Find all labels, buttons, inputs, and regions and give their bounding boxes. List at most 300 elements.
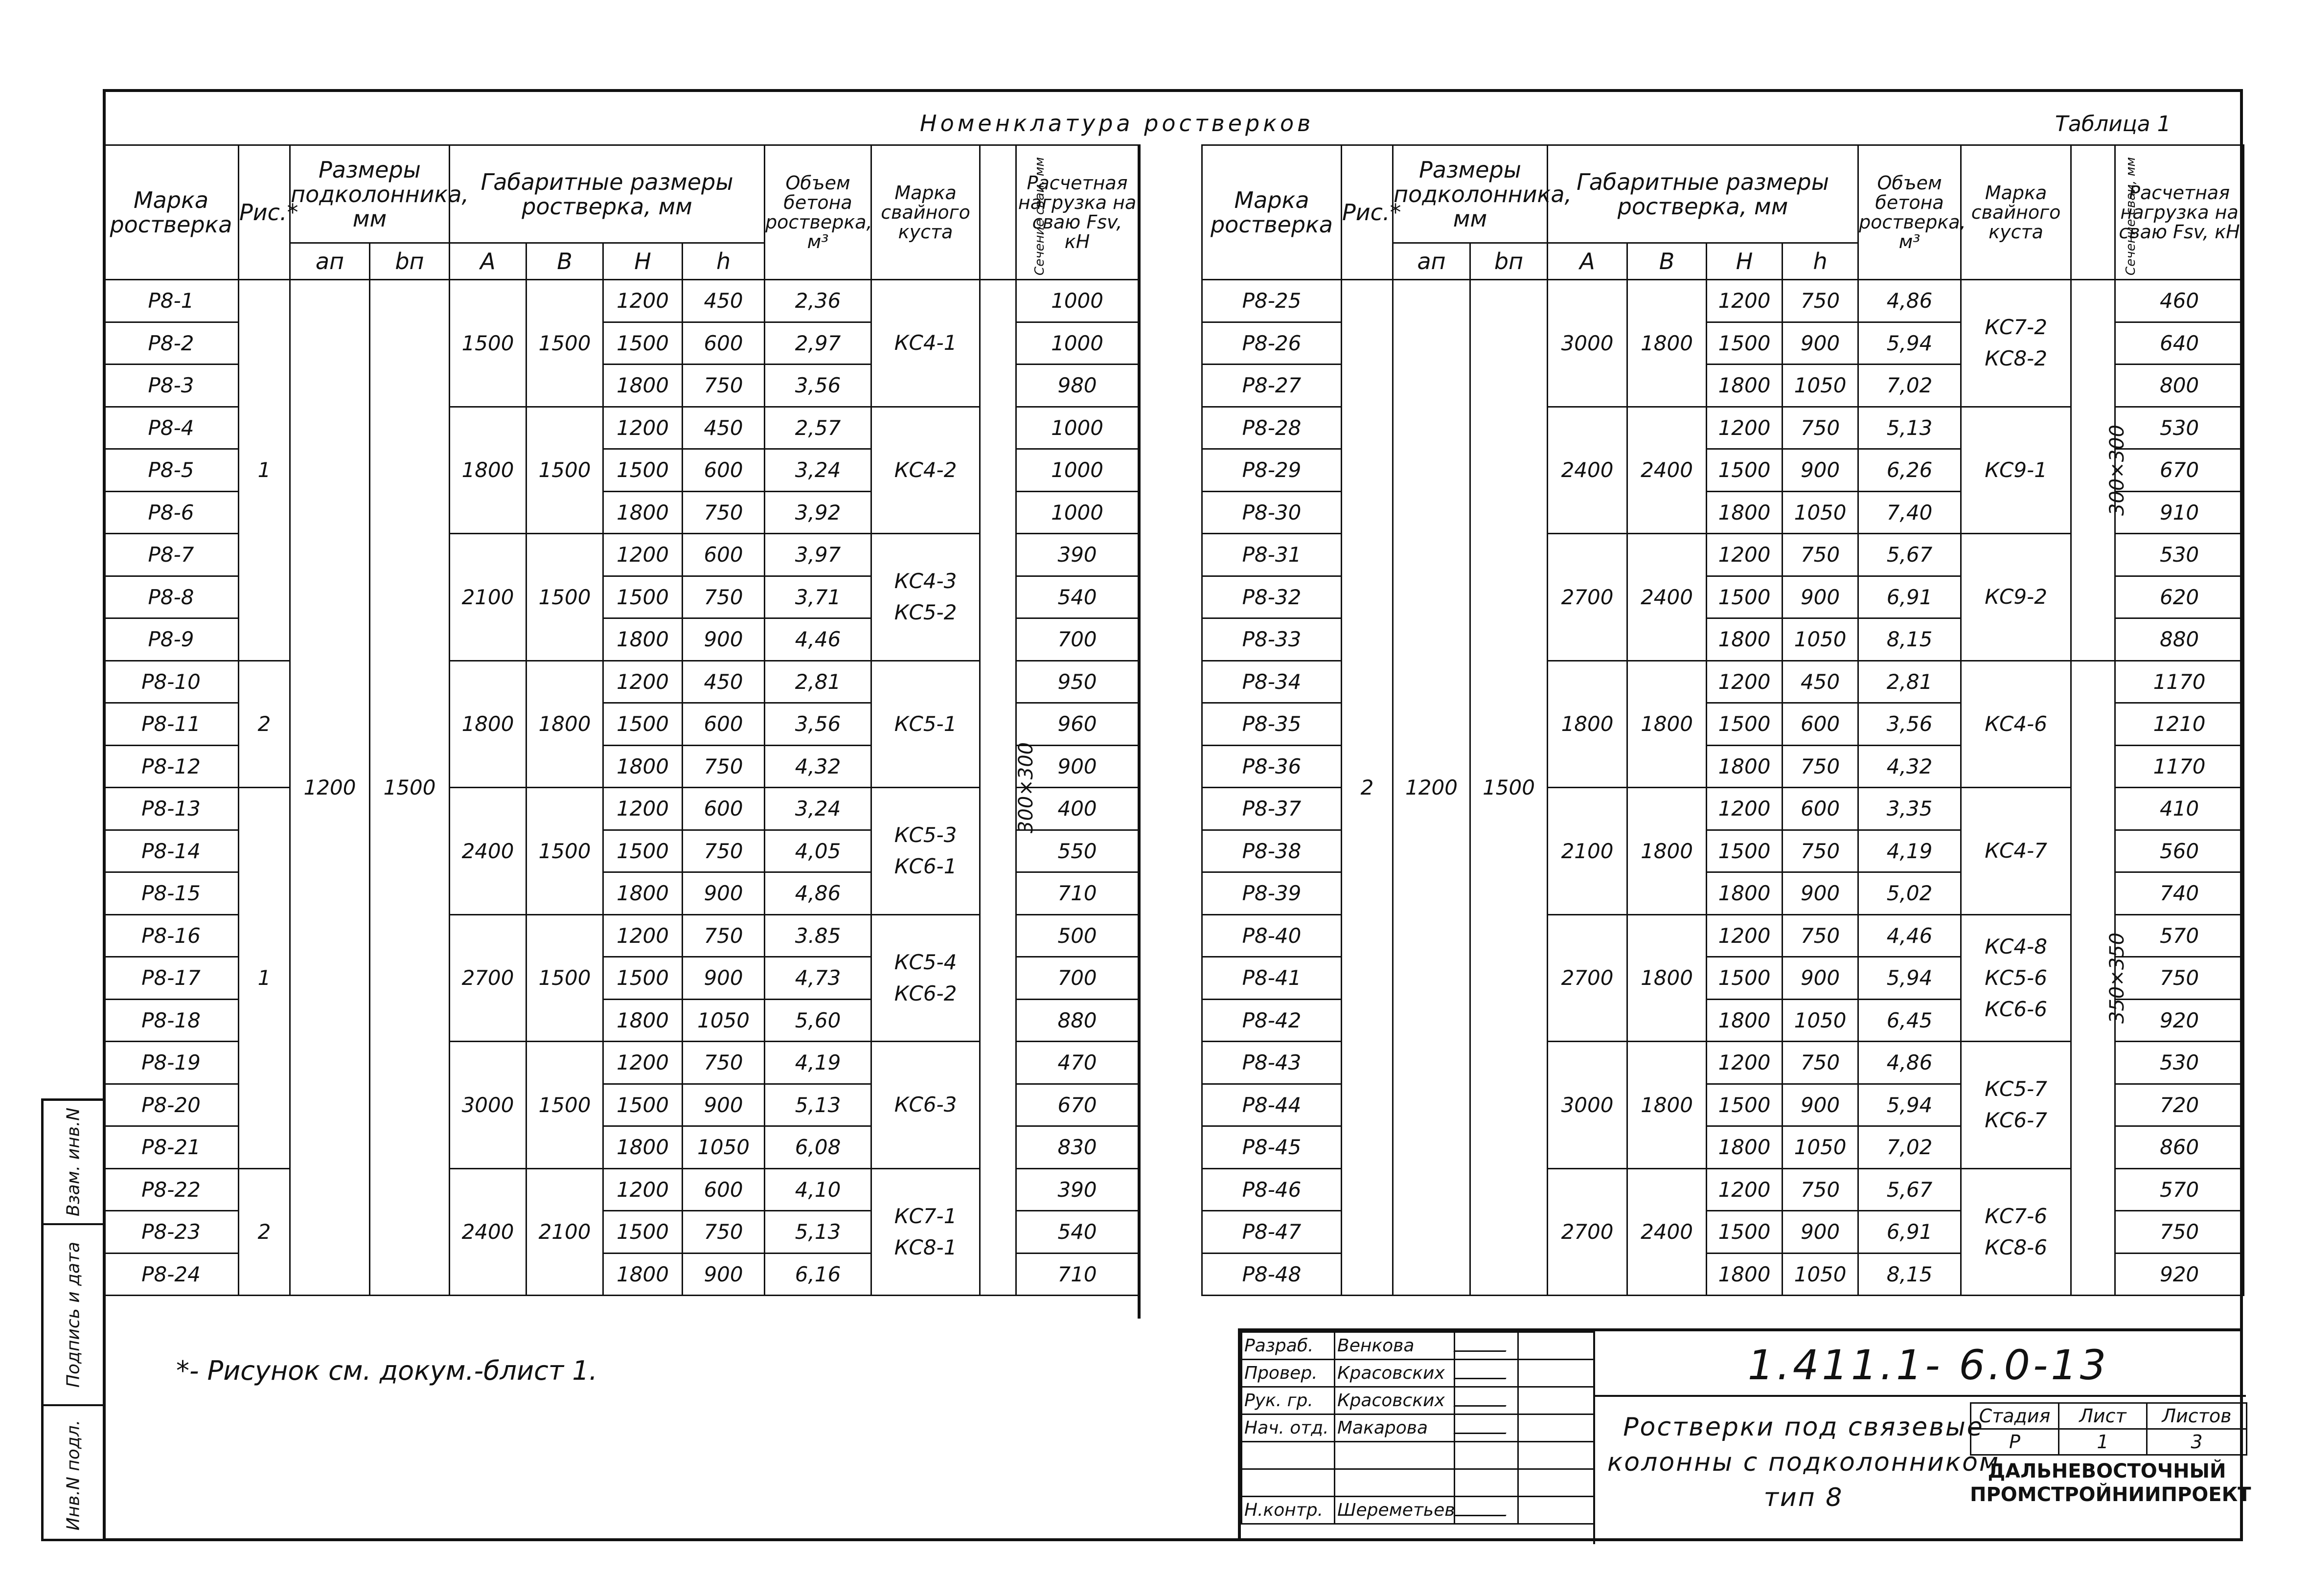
cell-volume: 6,16 xyxy=(765,1253,871,1296)
approval-signature xyxy=(1455,1497,1518,1524)
cell-volume: 4,46 xyxy=(765,618,871,661)
cell-volume: 7,02 xyxy=(1858,1126,1961,1169)
cell-load: 390 xyxy=(1016,1168,1139,1211)
header-A: A xyxy=(1548,243,1627,280)
pile-mark: КС8-2 xyxy=(1985,346,2047,371)
cell-load: 800 xyxy=(2115,365,2244,407)
pile-mark: КС6-1 xyxy=(894,854,957,879)
cell-pile-section xyxy=(980,280,1038,1296)
nomenclature-table-right xyxy=(1201,144,2244,1296)
cell-volume: 3.85 xyxy=(765,914,871,957)
approval-date xyxy=(1518,1360,1594,1387)
cell-load: 640 xyxy=(2115,322,2244,365)
pile-mark: КС7-6 xyxy=(1985,1204,2047,1228)
cell-load: 750 xyxy=(2115,1211,2244,1254)
pile-mark: КС9-1 xyxy=(1985,457,2047,482)
header-figure: Рис.* xyxy=(239,145,290,280)
pile-mark: КС4-6 xyxy=(1985,711,2047,736)
table-row xyxy=(1202,280,2244,322)
header-design-load: Расчетная нагрузка на сваю Fsv, кН xyxy=(2115,145,2244,280)
cell-bn: 1500 xyxy=(370,280,450,1296)
pile-mark: КС5-6 xyxy=(1985,965,2047,990)
cell-h: 900 xyxy=(683,1084,765,1126)
cell-load: 1170 xyxy=(2115,745,2244,788)
cell-volume: 5,94 xyxy=(1858,957,1961,1000)
cell-H: 1500 xyxy=(1707,449,1783,492)
header-h: h xyxy=(683,243,765,280)
cell-load: 910 xyxy=(2115,491,2244,534)
sheet-label: Лист xyxy=(2059,1403,2147,1429)
cell-H: 1800 xyxy=(1707,618,1783,661)
cell-H: 1200 xyxy=(603,1168,683,1211)
cell-h: 750 xyxy=(1783,1042,1858,1084)
section-text: 300×300 xyxy=(2106,424,2129,516)
cell-load: 460 xyxy=(2115,280,2244,322)
pile-mark: КС5-4 xyxy=(894,950,957,974)
cell-A: 1800 xyxy=(1548,661,1627,788)
cell-H: 1800 xyxy=(603,618,683,661)
cell-mark: Р8-19 xyxy=(104,1042,239,1084)
cell-h: 900 xyxy=(683,618,765,661)
cell-volume: 4,05 xyxy=(765,830,871,872)
approval-date xyxy=(1518,1497,1594,1524)
side-cell-signature-date: Подпись и дата xyxy=(44,1223,103,1404)
cell-h: 1050 xyxy=(683,999,765,1042)
cell-B: 1500 xyxy=(526,914,603,1042)
approval-signature xyxy=(1455,1360,1518,1387)
cell-volume: 3,56 xyxy=(765,365,871,407)
cell-h: 900 xyxy=(683,957,765,1000)
cell-mark: Р8-5 xyxy=(104,449,239,492)
signature-mark xyxy=(1453,1418,1513,1434)
cell-H: 1800 xyxy=(1707,999,1783,1042)
approval-row xyxy=(1242,1442,1594,1469)
cell-h: 900 xyxy=(1783,322,1858,365)
cell-load: 1000 xyxy=(1016,280,1139,322)
approval-role: Разраб. xyxy=(1242,1332,1335,1360)
cell-mark: Р8-31 xyxy=(1202,534,1342,576)
cell-figure: 1 xyxy=(239,788,290,1169)
cell-an: 1200 xyxy=(290,280,370,1296)
cell-H: 1800 xyxy=(603,745,683,788)
cell-volume: 2,97 xyxy=(765,322,871,365)
approval-date xyxy=(1518,1442,1594,1469)
cell-A: 2700 xyxy=(1548,914,1627,1042)
cell-h: 600 xyxy=(1783,703,1858,746)
cell-H: 1200 xyxy=(603,1042,683,1084)
header-concrete-volume: Объем бетона ростверка, м³ xyxy=(1858,145,1961,280)
cell-volume: 5,94 xyxy=(1858,322,1961,365)
cell-bn: 1500 xyxy=(1470,280,1548,1296)
table-divider xyxy=(1138,144,1141,1319)
pile-mark: КС5-7 xyxy=(1985,1077,2047,1101)
approval-signature xyxy=(1455,1442,1518,1469)
cell-volume: 3,24 xyxy=(765,449,871,492)
cell-h: 1050 xyxy=(683,1126,765,1169)
cell-A: 1500 xyxy=(450,280,526,407)
cell-h: 750 xyxy=(683,745,765,788)
cell-figure: 2 xyxy=(1342,280,1393,1296)
cell-H: 1200 xyxy=(603,914,683,957)
header-mark: Марка ростверка xyxy=(104,145,239,280)
pile-mark: КС6-6 xyxy=(1985,997,2047,1021)
cell-h: 750 xyxy=(683,1211,765,1254)
cell-h: 900 xyxy=(1783,1084,1858,1126)
cell-pile-cluster xyxy=(871,1168,980,1296)
cell-volume: 8,15 xyxy=(1858,618,1961,661)
cell-H: 1800 xyxy=(603,999,683,1042)
cell-A: 1800 xyxy=(450,661,526,788)
pile-mark: КС6-7 xyxy=(1985,1108,2047,1133)
cell-mark: Р8-36 xyxy=(1202,745,1342,788)
cell-h: 1050 xyxy=(1783,365,1858,407)
cell-volume: 2,36 xyxy=(765,280,871,322)
cell-h: 750 xyxy=(1783,830,1858,872)
cell-h: 750 xyxy=(1783,280,1858,322)
pile-mark: КС5-2 xyxy=(894,600,957,625)
header-bn: bп xyxy=(370,243,450,280)
pile-mark: КС5-3 xyxy=(894,823,957,847)
cell-h: 1050 xyxy=(1783,1126,1858,1169)
cell-pile-section xyxy=(2071,280,2129,661)
approval-date xyxy=(1518,1387,1594,1414)
cell-h: 600 xyxy=(1783,788,1858,830)
cell-A: 2400 xyxy=(1548,407,1627,534)
cell-mark: Р8-8 xyxy=(104,576,239,618)
approval-role: Нач. отд. xyxy=(1242,1414,1335,1442)
cell-volume: 3,56 xyxy=(1858,703,1961,746)
cell-B: 1800 xyxy=(1627,1042,1707,1169)
cell-A: 1800 xyxy=(450,407,526,534)
header-figure: Рис.* xyxy=(1342,145,1393,280)
title-block xyxy=(1238,1328,2251,1541)
cell-A: 2400 xyxy=(450,1168,526,1296)
table-title: Номенклатура ростверков xyxy=(920,110,1314,137)
cell-pile-cluster xyxy=(871,914,980,1042)
pile-mark: КС9-2 xyxy=(1985,585,2047,609)
cell-H: 1500 xyxy=(1707,830,1783,872)
pile-mark: КС6-3 xyxy=(894,1093,957,1117)
cell-load: 530 xyxy=(2115,1042,2244,1084)
approval-role: Провер. xyxy=(1242,1360,1335,1387)
cell-mark: Р8-22 xyxy=(104,1168,239,1211)
cell-load: 830 xyxy=(1016,1126,1139,1169)
cell-H: 1200 xyxy=(1707,1042,1783,1084)
cell-load: 530 xyxy=(2115,407,2244,449)
cell-H: 1500 xyxy=(603,703,683,746)
cell-pile-cluster xyxy=(1961,661,2071,788)
cell-pile-cluster xyxy=(1961,1042,2071,1169)
cell-h: 600 xyxy=(683,788,765,830)
approval-date xyxy=(1518,1469,1594,1497)
cell-volume: 5,67 xyxy=(1858,1168,1961,1211)
cell-load: 550 xyxy=(1016,830,1139,872)
cell-A: 3000 xyxy=(1548,1042,1627,1169)
stamp-divider xyxy=(1593,1331,1595,1544)
cell-h: 1050 xyxy=(1783,1253,1858,1296)
pile-mark: КС5-1 xyxy=(894,711,957,736)
cell-pile-cluster xyxy=(1961,407,2071,534)
cell-A: 2100 xyxy=(450,534,526,661)
cell-mark: Р8-38 xyxy=(1202,830,1342,872)
cell-figure: 2 xyxy=(239,1168,290,1296)
section-text: 300×300 xyxy=(1015,742,1038,833)
approval-date xyxy=(1518,1332,1594,1360)
approval-signature xyxy=(1455,1387,1518,1414)
cell-load: 1000 xyxy=(1016,322,1139,365)
cell-load: 540 xyxy=(1016,576,1139,618)
cell-mark: Р8-41 xyxy=(1202,957,1342,1000)
cell-mark: Р8-47 xyxy=(1202,1211,1342,1254)
cell-h: 750 xyxy=(1783,407,1858,449)
cell-H: 1500 xyxy=(603,449,683,492)
cell-volume: 4,32 xyxy=(765,745,871,788)
cell-H: 1800 xyxy=(1707,1126,1783,1169)
cell-h: 900 xyxy=(1783,576,1858,618)
cell-load: 530 xyxy=(2115,534,2244,576)
header-H: H xyxy=(603,243,683,280)
cell-H: 1200 xyxy=(603,661,683,703)
cell-load: 750 xyxy=(2115,957,2244,1000)
cell-mark: Р8-27 xyxy=(1202,365,1342,407)
cell-H: 1200 xyxy=(603,788,683,830)
cell-H: 1800 xyxy=(1707,491,1783,534)
document-title: Ростверки под связевые колонны с подколонником тип 8 xyxy=(1607,1413,2000,1512)
approval-signature xyxy=(1455,1469,1518,1497)
pile-mark: КС8-6 xyxy=(1985,1235,2047,1259)
cell-load: 570 xyxy=(2115,1168,2244,1211)
header-overall-dims: Габаритные размеры ростверка, мм xyxy=(450,145,765,243)
cell-mark: Р8-10 xyxy=(104,661,239,703)
header-h: h xyxy=(1783,243,1858,280)
cell-h: 750 xyxy=(1783,914,1858,957)
cell-B: 1800 xyxy=(1627,661,1707,788)
cell-mark: Р8-24 xyxy=(104,1253,239,1296)
cell-load: 960 xyxy=(1016,703,1139,746)
header-an: aп xyxy=(1393,243,1470,280)
cell-load: 700 xyxy=(1016,957,1139,1000)
approval-row xyxy=(1242,1360,1594,1387)
cell-load: 740 xyxy=(2115,872,2244,915)
cell-B: 1500 xyxy=(526,788,603,915)
approval-name: Шереметьев xyxy=(1335,1497,1455,1524)
stamp-hline xyxy=(1593,1395,2246,1397)
cell-mark: Р8-20 xyxy=(104,1084,239,1126)
cell-volume: 3,92 xyxy=(765,491,871,534)
cell-load: 860 xyxy=(2115,1126,2244,1169)
cell-h: 450 xyxy=(683,661,765,703)
approval-row xyxy=(1242,1414,1594,1442)
cell-load: 500 xyxy=(1016,914,1139,957)
cell-H: 1200 xyxy=(1707,1168,1783,1211)
stage-label: Стадия xyxy=(1971,1403,2059,1429)
cell-load: 470 xyxy=(1016,1042,1139,1084)
approval-name: Красовских xyxy=(1335,1360,1455,1387)
sheet-value: 1 xyxy=(2059,1429,2147,1455)
cell-h: 900 xyxy=(1783,957,1858,1000)
cell-B: 1500 xyxy=(526,1042,603,1169)
cell-B: 2100 xyxy=(526,1168,603,1296)
cell-mark: Р8-3 xyxy=(104,365,239,407)
approval-row xyxy=(1242,1497,1594,1524)
stage-value: Р xyxy=(1971,1429,2059,1455)
cell-volume: 5,13 xyxy=(765,1211,871,1254)
cell-H: 1500 xyxy=(1707,1211,1783,1254)
cell-volume: 3,97 xyxy=(765,534,871,576)
cell-volume: 4,10 xyxy=(765,1168,871,1211)
stage-table xyxy=(1970,1402,2247,1456)
header-pile-cluster: Марка свайного куста xyxy=(1961,145,2071,280)
cell-load: 410 xyxy=(2115,788,2244,830)
cell-H: 1800 xyxy=(603,1253,683,1296)
nomenclature-table-left xyxy=(103,144,1139,1296)
cell-H: 1800 xyxy=(1707,365,1783,407)
header-mark: Марка ростверка xyxy=(1202,145,1342,280)
cell-H: 1500 xyxy=(1707,1084,1783,1126)
cell-volume: 4,86 xyxy=(1858,280,1961,322)
cell-volume: 2,81 xyxy=(1858,661,1961,703)
cell-load: 700 xyxy=(1016,618,1139,661)
cell-B: 1500 xyxy=(526,280,603,407)
cell-H: 1200 xyxy=(603,280,683,322)
cell-mark: Р8-7 xyxy=(104,534,239,576)
cell-h: 450 xyxy=(1783,661,1858,703)
cell-B: 1800 xyxy=(526,661,603,788)
signature-mark xyxy=(1453,1336,1513,1352)
approval-signature xyxy=(1455,1332,1518,1360)
header-B: B xyxy=(526,243,603,280)
cell-mark: Р8-29 xyxy=(1202,449,1342,492)
approval-date xyxy=(1518,1414,1594,1442)
cell-mark: Р8-35 xyxy=(1202,703,1342,746)
cell-volume: 6,45 xyxy=(1858,999,1961,1042)
cell-load: 670 xyxy=(1016,1084,1139,1126)
cell-h: 750 xyxy=(1783,745,1858,788)
signature-mark xyxy=(1453,1391,1513,1407)
cell-pile-cluster xyxy=(1961,534,2071,661)
cell-pile-cluster xyxy=(871,407,980,534)
cell-load: 1000 xyxy=(1016,491,1139,534)
sheets-value: 3 xyxy=(2147,1429,2247,1455)
cell-h: 750 xyxy=(1783,534,1858,576)
cell-h: 750 xyxy=(683,1042,765,1084)
cell-h: 600 xyxy=(683,703,765,746)
pile-mark: КС4-8 xyxy=(1985,934,2047,958)
cell-H: 1500 xyxy=(603,322,683,365)
document-number: 1.411.1- 6.0-13 xyxy=(1747,1341,2109,1389)
cell-h: 750 xyxy=(683,576,765,618)
cell-load: 400 xyxy=(1016,788,1139,830)
cell-mark: Р8-14 xyxy=(104,830,239,872)
cell-mark: Р8-23 xyxy=(104,1211,239,1254)
cell-mark: Р8-30 xyxy=(1202,491,1342,534)
cell-mark: Р8-39 xyxy=(1202,872,1342,915)
cell-volume: 4,19 xyxy=(1858,830,1961,872)
cell-load: 620 xyxy=(2115,576,2244,618)
approval-name xyxy=(1335,1442,1455,1469)
footnote: *- Рисунок см. докум.-блист 1. xyxy=(176,1355,597,1386)
cell-load: 1000 xyxy=(1016,407,1139,449)
cell-H: 1200 xyxy=(1707,788,1783,830)
pile-mark: КС4-3 xyxy=(894,569,957,593)
approval-row xyxy=(1242,1332,1594,1360)
cell-mark: Р8-4 xyxy=(104,407,239,449)
approval-table xyxy=(1241,1331,1595,1525)
cell-h: 1050 xyxy=(1783,491,1858,534)
cell-volume: 4,86 xyxy=(1858,1042,1961,1084)
header-overall-dims: Габаритные размеры ростверка, мм xyxy=(1548,145,1858,243)
side-strip xyxy=(41,1098,103,1541)
cell-mark: Р8-16 xyxy=(104,914,239,957)
cell-H: 1500 xyxy=(1707,703,1783,746)
cell-mark: Р8-17 xyxy=(104,957,239,1000)
cell-h: 750 xyxy=(683,365,765,407)
cell-A: 3000 xyxy=(1548,280,1627,407)
cell-A: 3000 xyxy=(450,1042,526,1169)
cell-h: 750 xyxy=(683,914,765,957)
cell-H: 1800 xyxy=(603,872,683,915)
pile-mark: КС7-1 xyxy=(894,1204,957,1228)
header-pile-cluster: Марка свайного куста xyxy=(871,145,980,280)
header-B: B xyxy=(1627,243,1707,280)
cell-H: 1500 xyxy=(603,1211,683,1254)
cell-volume: 5,60 xyxy=(765,999,871,1042)
cell-pile-section xyxy=(2071,661,2129,1296)
cell-h: 600 xyxy=(683,534,765,576)
pile-mark: КС4-1 xyxy=(894,331,957,355)
header-pile-section: Сечение сваи, мм xyxy=(2071,145,2115,280)
pile-mark: КС8-1 xyxy=(894,1235,957,1259)
cell-A: 2100 xyxy=(1548,788,1627,915)
approval-signature xyxy=(1455,1414,1518,1442)
cell-B: 1800 xyxy=(1627,914,1707,1042)
signature-mark xyxy=(1453,1363,1513,1379)
cell-mark: Р8-45 xyxy=(1202,1126,1342,1169)
cell-volume: 6,26 xyxy=(1858,449,1961,492)
table-row xyxy=(104,280,1139,322)
cell-load: 1210 xyxy=(2115,703,2244,746)
pile-mark: КС7-2 xyxy=(1985,315,2047,340)
cell-load: 710 xyxy=(1016,872,1139,915)
cell-mark: Р8-1 xyxy=(104,280,239,322)
header-A: A xyxy=(450,243,526,280)
cell-mark: Р8-11 xyxy=(104,703,239,746)
cell-volume: 7,40 xyxy=(1858,491,1961,534)
header-concrete-volume: Объем бетона ростверка, м³ xyxy=(765,145,871,280)
pile-mark: КС4-2 xyxy=(894,457,957,482)
cell-load: 390 xyxy=(1016,534,1139,576)
cell-pile-cluster xyxy=(871,280,980,407)
cell-H: 1200 xyxy=(1707,534,1783,576)
cell-mark: Р8-28 xyxy=(1202,407,1342,449)
cell-B: 2400 xyxy=(1627,1168,1707,1296)
pile-mark: КС4-7 xyxy=(1985,839,2047,863)
approval-name: Венкова xyxy=(1335,1332,1455,1360)
cell-h: 1050 xyxy=(1783,999,1858,1042)
cell-h: 900 xyxy=(1783,1211,1858,1254)
cell-volume: 3,24 xyxy=(765,788,871,830)
cell-load: 950 xyxy=(1016,661,1139,703)
cell-H: 1500 xyxy=(603,957,683,1000)
pile-mark: КС6-2 xyxy=(894,981,957,1005)
cell-load: 880 xyxy=(2115,618,2244,661)
cell-mark: Р8-40 xyxy=(1202,914,1342,957)
cell-mark: Р8-46 xyxy=(1202,1168,1342,1211)
cell-h: 750 xyxy=(683,830,765,872)
cell-mark: Р8-33 xyxy=(1202,618,1342,661)
header-an: aп xyxy=(290,243,370,280)
cell-mark: Р8-2 xyxy=(104,322,239,365)
